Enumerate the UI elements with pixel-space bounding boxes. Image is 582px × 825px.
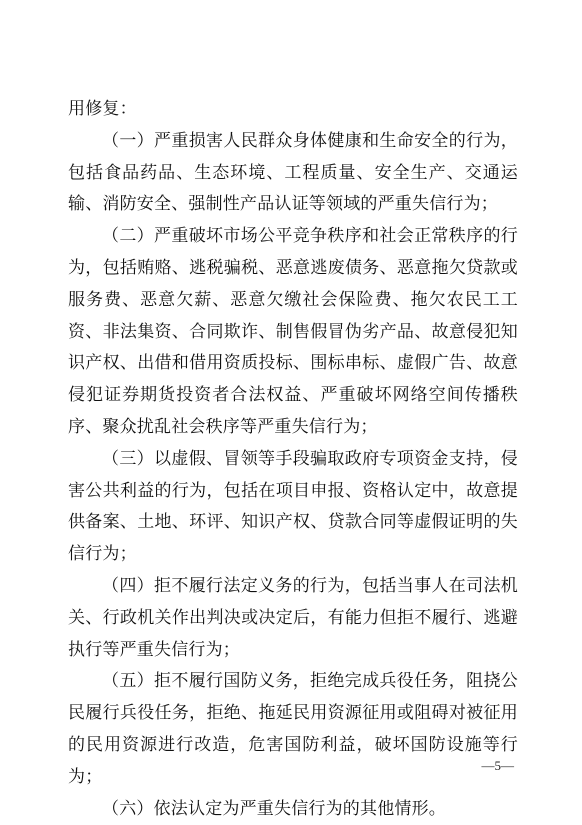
paragraph-continuation: 用修复：	[68, 99, 137, 119]
document-body	[68, 94, 518, 825]
paragraph-item-1: （一）严重损害人民群众身体健康和生命安全的行为，包括食品药品、生态环境、工程质量、安全生产、交通运输、消防安全、强制性产品认证等领域的严重失信行为；	[68, 130, 518, 215]
paragraph-item-4: （四）拒不履行法定义务的行为，包括当事人在司法机关、行政机关作出判决或决定后，有能力但拒不履行、逃避执行等严重失信行为；	[68, 575, 518, 660]
paragraph-item-6: （六）依法认定为严重失信行为的其他情形。	[102, 798, 446, 819]
page-number: —5—	[481, 758, 514, 773]
paragraph-item-3: （三）以虚假、冒领等手段骗取政府专项资金支持，侵害公共利益的行为，包括在项目申报、资格认定中，故意提供备案、土地、环评、知识产权、贷款合同等虚假证明的失信行为；	[68, 448, 518, 565]
paragraph-item-5: （五）拒不履行国防义务，拒绝完成兵役任务，阻挠公民履行兵役任务，拒绝、拖延民用资源征用或阻碍对被征用的民用资源进行改造，危害国防利益，破坏国防设施等行为；	[68, 671, 518, 787]
paragraph-item-2: （二）严重破坏市场公平竞争秩序和社会正常秩序的行为，包括贿赂、逃税骗税、恶意逃废债务、恶意拖欠贷款或服务费、恶意欠薪、恶意欠缴社会保险费、拖欠农民工工资、非法集资、合同欺诈、制售假冒伪劣产品、故意侵犯知识产权、出借和借用资质投标、围标串标、虚假广告、故意侵犯证券期货投资者合法权益、严重破坏网络空间传播秩序、聚众扰乱社会秩序等严重失信行为；	[68, 226, 518, 437]
